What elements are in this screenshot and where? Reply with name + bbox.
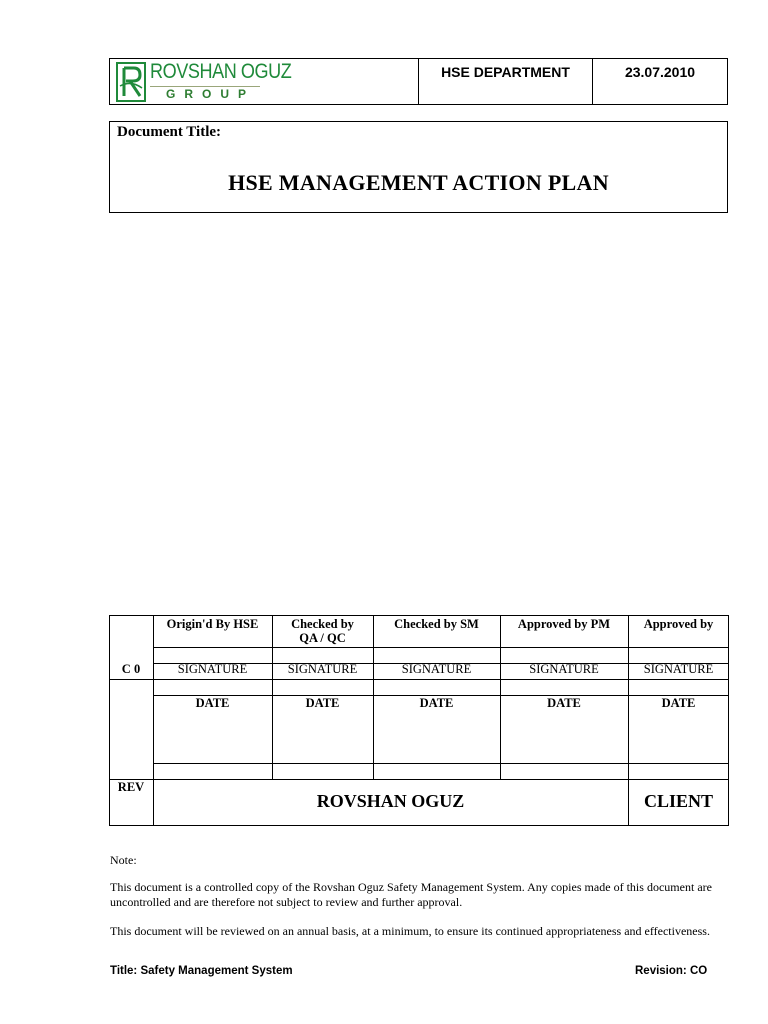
document-date: 23.07.2010 [624,64,696,80]
heading-approved-by-pm: Approved by PM [517,617,611,631]
row-separator [153,647,729,648]
signature-label: SIGNATURE [643,662,714,676]
company-logo-cell [109,58,419,105]
signoff-table [109,615,729,826]
company-logo-icon [116,62,146,102]
table-border-top [109,615,729,616]
heading-checked-by-qa: Checked by QA / QC [291,617,354,645]
date-label: DATE [305,696,340,710]
footer-title: Title: Safety Management System [110,965,293,977]
footer-revision: Revision: CO [635,965,708,977]
document-title-label: Document Title: [117,124,222,140]
date-label: DATE [419,696,454,710]
date-label: DATE [547,696,581,710]
department-name: HSE DEPARTMENT [441,64,570,80]
rev-label: REV [117,780,145,794]
date-label: DATE [195,696,230,710]
heading-checked-by-sm: Checked by SM [394,617,479,631]
note-paragraph: This document is a controlled copy of the Rovshan Oguz Safety Management System. Any copies made of this document are uncontrolled and are therefore not subject to review and further approval. [110,880,712,909]
note-label: Note: [110,853,137,867]
document-title: HSE MANAGEMENT ACTION PLAN [228,170,609,195]
row-separator [153,763,729,764]
date-label: DATE [661,696,696,710]
document-title-box [109,121,728,213]
revision-code: C 0 [121,662,141,676]
note-paragraph: This document will be reviewed on an annual basis, at a minimum, to ensure its continued appropriateness and effectiveness. [110,924,710,938]
department-cell [418,58,593,105]
signature-label: SIGNATURE [177,662,248,676]
date-cell [592,58,728,105]
heading-approved-by: Approved by [643,617,714,631]
row-separator [109,679,729,680]
client-label: CLIENT [643,791,714,811]
table-border-bottom [109,825,729,826]
logo-company-name: ROVSHAN OGUZ [150,60,292,83]
signature-label: SIGNATURE [529,662,599,676]
company-name: ROVSHAN OGUZ [316,791,465,811]
logo-group-text: GROUP [166,87,256,101]
signature-label: SIGNATURE [401,662,472,676]
heading-originated-by: Origin'd By HSE [166,617,259,631]
signature-label: SIGNATURE [287,662,358,676]
row-separator [109,779,729,780]
